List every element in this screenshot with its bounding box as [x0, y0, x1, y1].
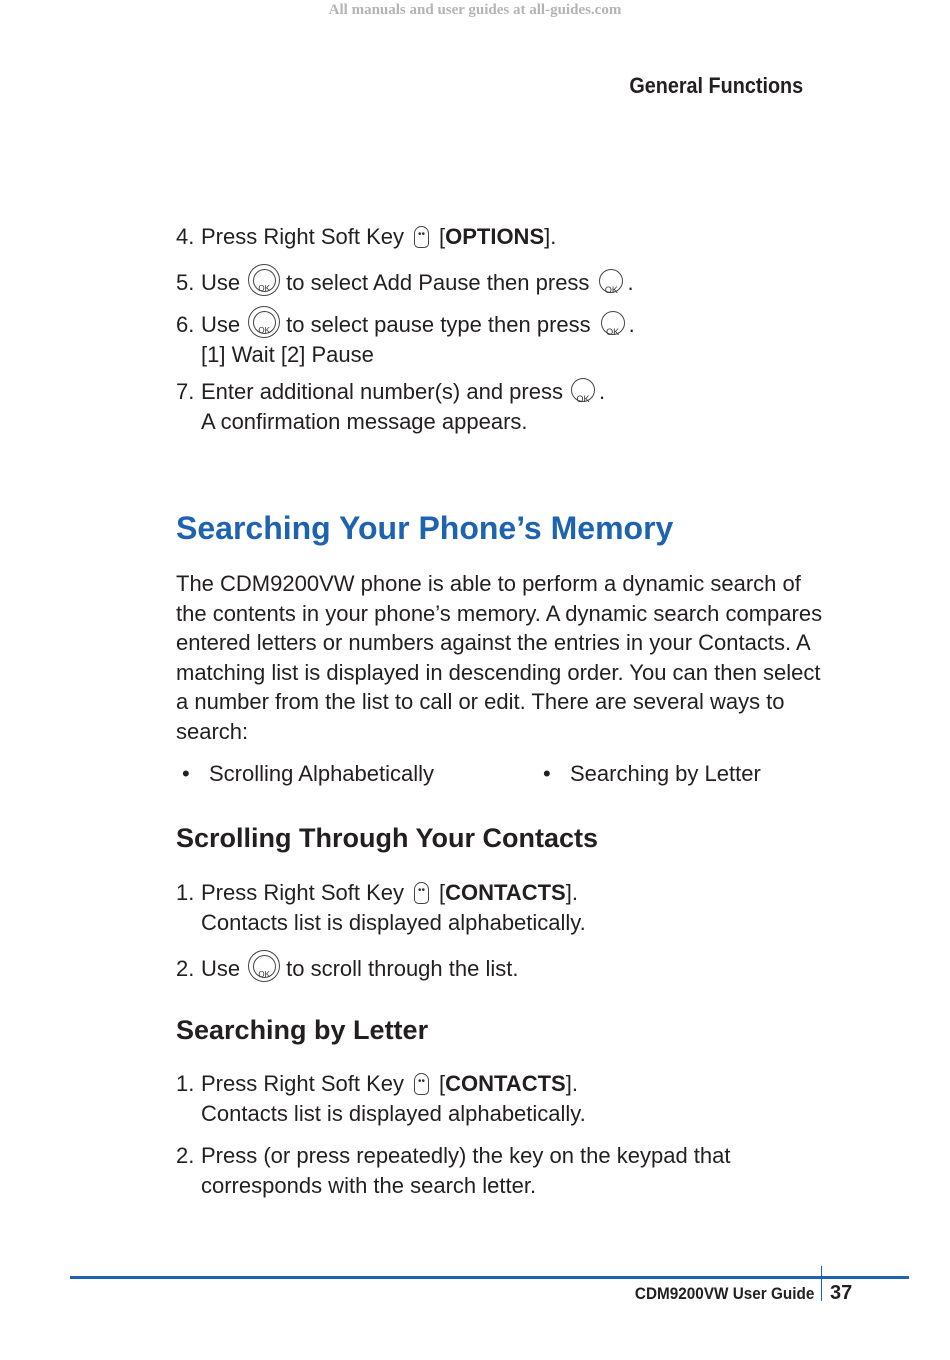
step-number: 1.	[176, 1071, 195, 1096]
step-note: corresponds with the search letter.	[201, 1173, 537, 1198]
step-note: [1] Wait [2] Pause	[201, 342, 374, 367]
navigation-key-icon: OK	[248, 950, 280, 982]
ok-key-icon: OK	[601, 311, 625, 335]
right-soft-key-icon: ••	[414, 1073, 429, 1095]
section-paragraph: The CDM9200VW phone is able to perform a dynamic search of the contents in your phone’s memory. A dynamic search compares entered letters or numbers against the entries in your Contacts. A matching list is displayed in descending order. You can then select a number from the list to call or edit. There are several ways to search:	[176, 571, 823, 744]
step-note: Contacts list is displayed alphabetically.	[201, 910, 586, 935]
step-number: 4.	[176, 224, 195, 249]
step-note: Contacts list is displayed alphabetically.	[201, 1101, 586, 1126]
contacts-label: CONTACTS	[445, 880, 566, 905]
step-text: Enter additional number(s) and press	[201, 379, 563, 404]
footer-rule	[70, 1276, 909, 1279]
contacts-step-2	[176, 950, 518, 984]
navigation-key-icon: OK	[248, 264, 280, 296]
step-7: 7. Enter additional number(s) and press OK . A confirmation message appears.	[176, 377, 605, 437]
footer-divider	[821, 1266, 822, 1301]
bullet-dot: •	[182, 761, 190, 786]
bullet-item: • Searching by Letter	[543, 759, 761, 789]
letter-step-1: 1. Press Right Soft Key •• [CONTACTS]. Contacts list is displayed alphabetically.	[176, 1069, 586, 1129]
step-6: 6. Use OK to select pause type then press OK . [1] Wait [2] Pause	[176, 306, 635, 370]
watermark: All manuals and user guides at all-guides.com	[328, 2, 622, 18]
right-soft-key-icon: ••	[414, 226, 429, 248]
step-number: 7.	[176, 379, 195, 404]
right-soft-key-icon: ••	[414, 882, 429, 904]
ok-key-icon: OK	[571, 378, 595, 402]
ok-key-icon: OK	[599, 269, 623, 293]
subsection-heading: Searching by Letter	[176, 1015, 429, 1045]
contacts-label: CONTACTS	[445, 1071, 566, 1096]
contacts-step-1: 1. Press Right Soft Key •• [CONTACTS]. Contacts list is displayed alphabetically.	[176, 878, 586, 938]
step-text: Use	[201, 312, 241, 337]
step-text: Press Right Soft Key	[201, 1071, 404, 1096]
step-text: Press Right Soft Key	[201, 880, 404, 905]
step-number: 5.	[176, 270, 195, 295]
bullet-item: • Scrolling Alphabetically	[182, 759, 434, 789]
step-text: Use	[201, 270, 241, 295]
running-head: General Functions	[629, 73, 803, 98]
step-text: to scroll through the list.	[286, 956, 519, 981]
step-number: 6.	[176, 312, 195, 337]
step-text: to select pause type then press	[286, 312, 591, 337]
step-5: 5. Use OK to select Add Pause then press OK .	[176, 264, 634, 298]
subsection-heading: Scrolling Through Your Contacts	[176, 823, 599, 853]
step-note: A confirmation message appears.	[201, 409, 528, 434]
step-number: 2.	[176, 956, 195, 981]
step-number: 2.	[176, 1143, 195, 1168]
page-number: 37	[830, 1282, 853, 1304]
step-4: 4. Press Right Soft Key •• [OPTIONS].	[176, 222, 556, 252]
step-text: Use	[201, 956, 241, 981]
step-text: Press Right Soft Key	[201, 224, 404, 249]
letter-step-2	[176, 1141, 731, 1201]
step-number: 1.	[176, 880, 195, 905]
section-heading: Searching Your Phone’s Memory	[176, 510, 674, 546]
navigation-key-icon: OK	[248, 306, 280, 338]
footer-title: CDM9200VW User Guide	[634, 1284, 814, 1303]
options-label: OPTIONS	[445, 224, 545, 249]
step-text: to select Add Pause then press	[286, 270, 590, 295]
bullet-dot: •	[543, 761, 551, 786]
step-text: Press (or press repeatedly) the key on the keypad that	[201, 1143, 731, 1168]
